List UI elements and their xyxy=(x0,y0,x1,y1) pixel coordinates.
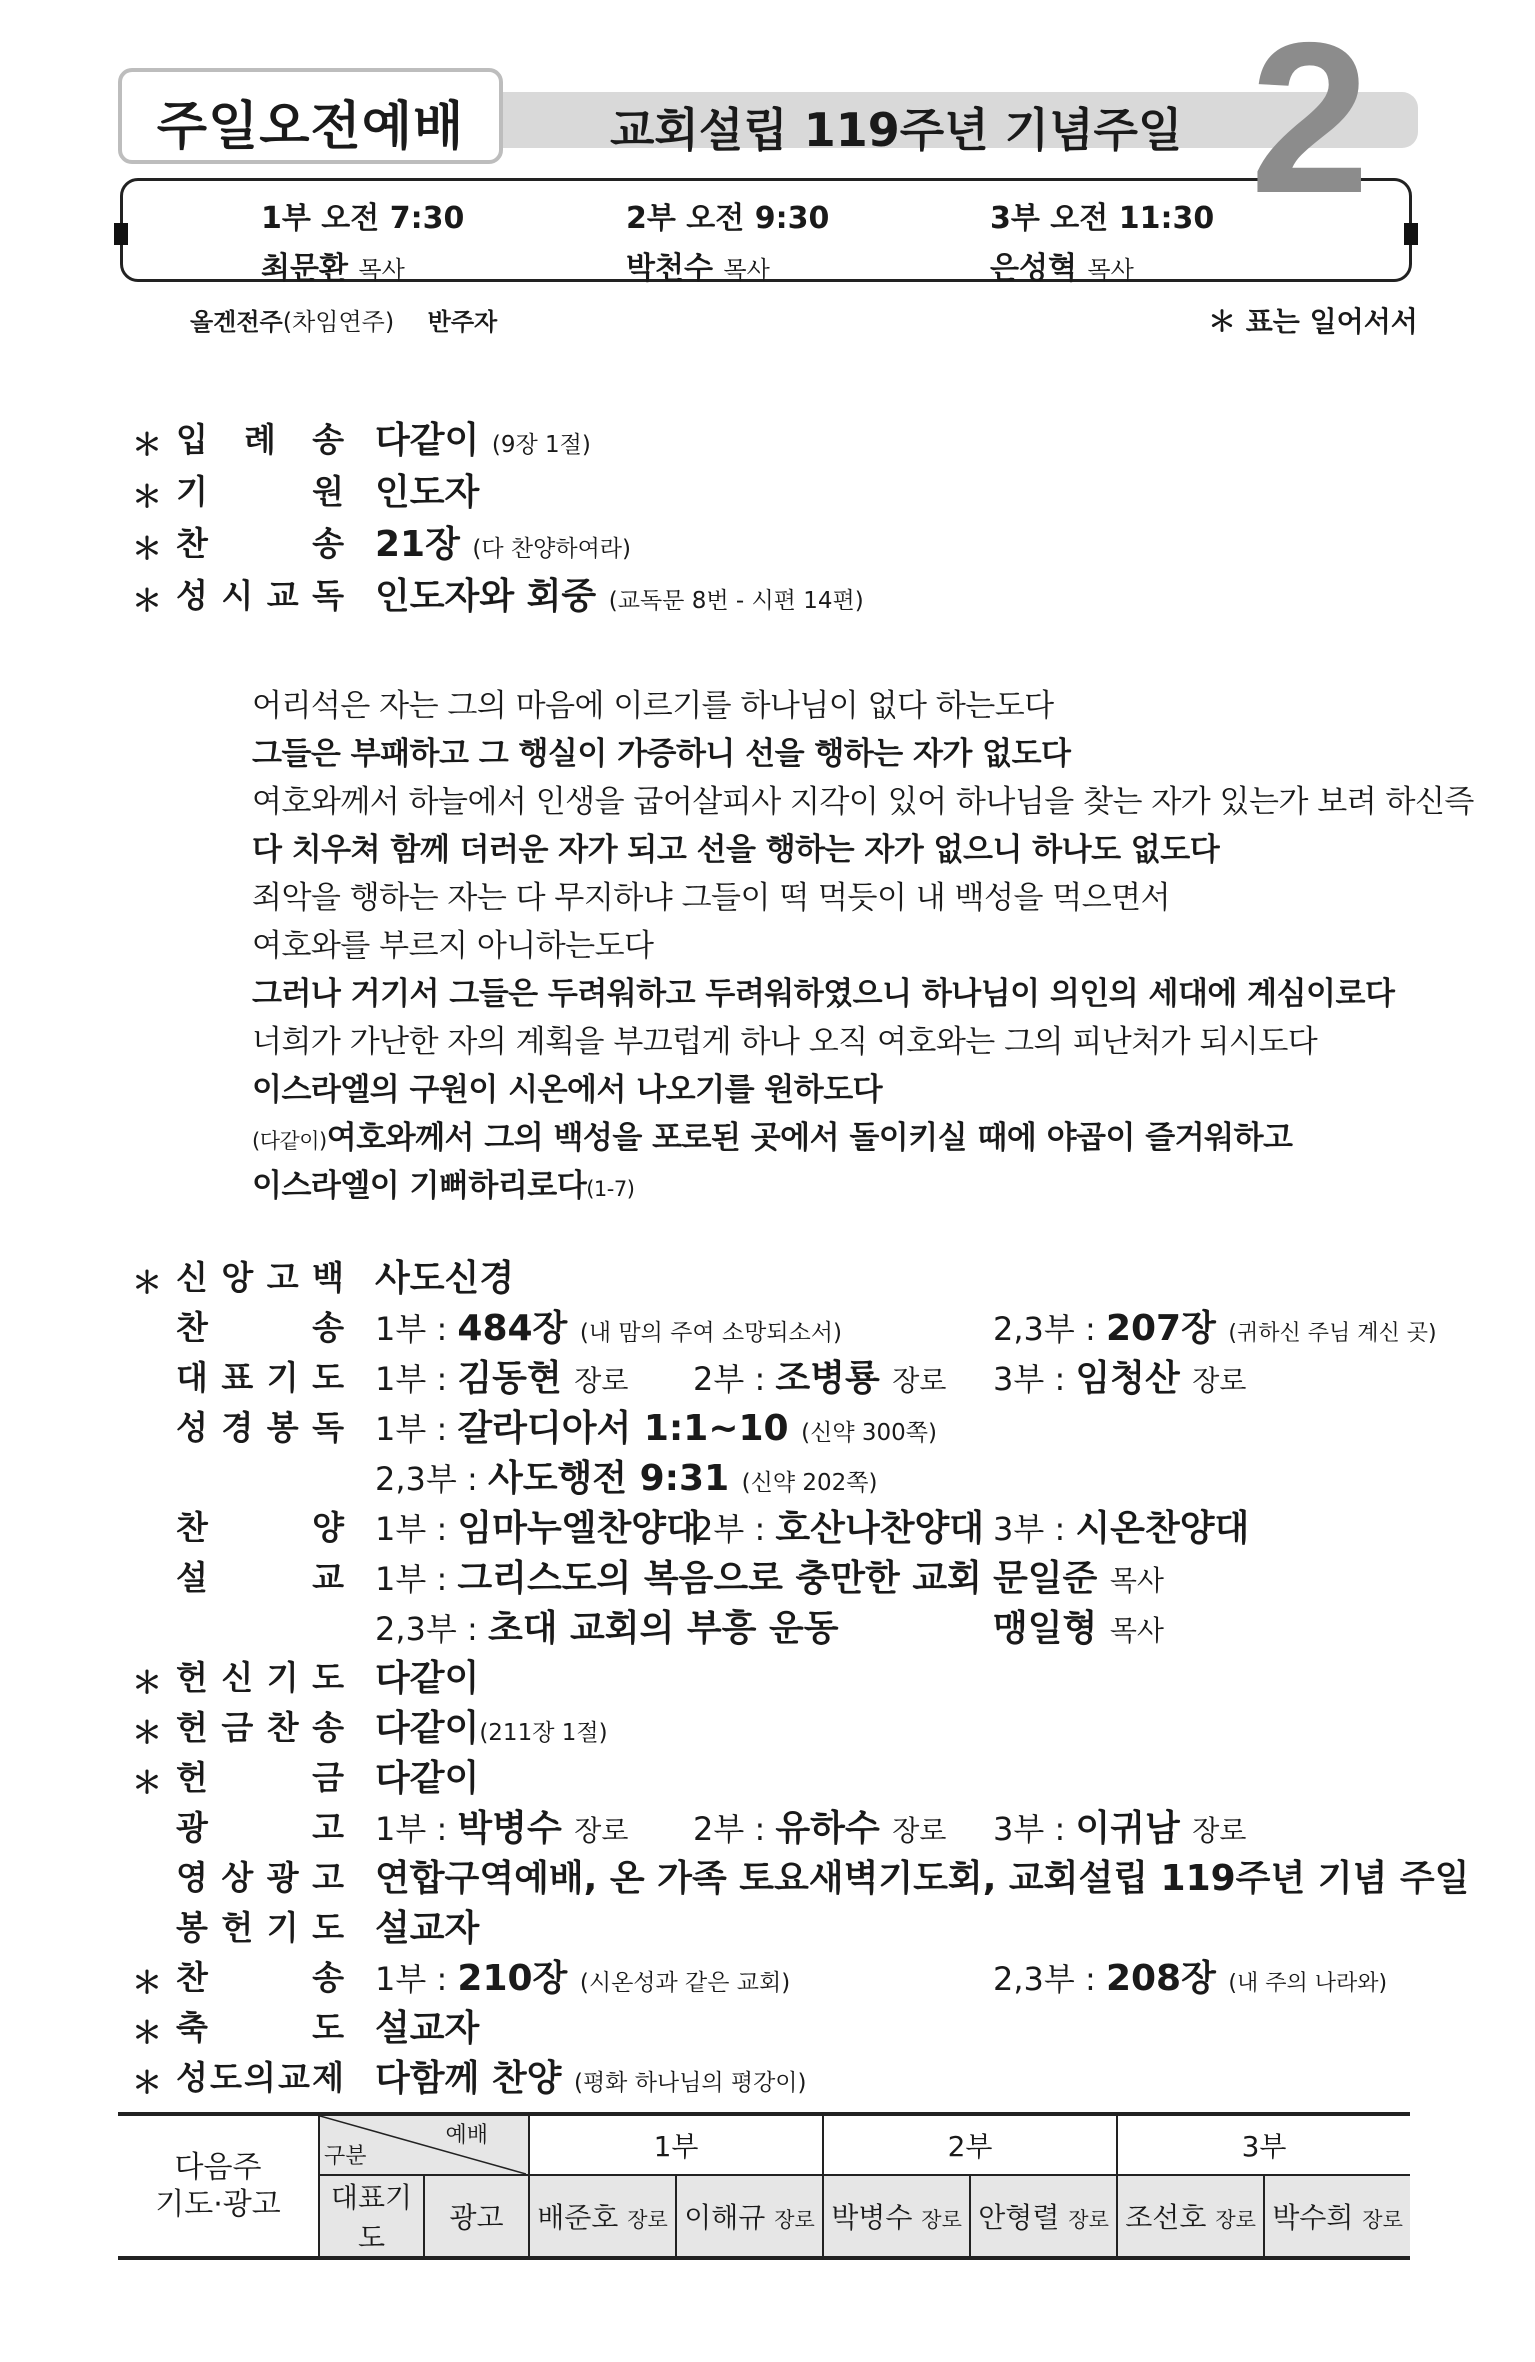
organ-accompanist xyxy=(190,302,497,337)
order-label: 봉 헌 기 도 xyxy=(176,1908,344,1947)
order-value: 사도신경 xyxy=(375,1258,515,1299)
psalm-together-line: 이스라엘이 기뻐하리로다(1-7) xyxy=(252,1168,635,1204)
star-mark: ＊ xyxy=(132,2066,162,2101)
table-corner-cell xyxy=(319,2114,529,2175)
page-number: 2 xyxy=(1250,0,1370,238)
order-value: 다같이 (9장 1절) xyxy=(375,420,591,461)
table-cell: 안형렬 장로 xyxy=(970,2175,1117,2258)
psalm-line: 그들은 부패하고 그 행실이 가증하니 선을 행하는 자가 없도다 xyxy=(252,736,1071,772)
order-row-responsive-reading xyxy=(0,568,1535,618)
scripture-service-1: 1부 : 갈라디아서 1:1~10 (신약 300쪽) xyxy=(375,1408,937,1449)
order-value: 설교자 xyxy=(375,1908,480,1949)
order-label: 헌 신 기 도 xyxy=(176,1658,344,1697)
box-marker-left xyxy=(114,223,128,245)
order-row-scripture-2 xyxy=(0,1450,1535,1500)
order-row-sermon xyxy=(0,1550,1535,1600)
order-row-offertory-prayer xyxy=(0,1900,1535,1950)
table-cell: 박병수 장로 xyxy=(823,2175,970,2258)
table-cell: 배준호 장로 xyxy=(529,2175,676,2258)
scripture-services-2-3: 2,3부 : 사도행전 9:31 (신약 202쪽) xyxy=(375,1458,878,1499)
psalm-line: 너희가 가난한 자의 계획을 부끄럽게 하나 오직 여호와는 그의 피난처가 되시도다 xyxy=(252,1024,1318,1060)
order-row-sermon-2 xyxy=(0,1600,1535,1650)
sermon-preacher-2: 맹일형 목사 xyxy=(993,1608,1164,1649)
service-1-time: 1부 오전 7:30 xyxy=(261,201,465,236)
service-2-role: 목사 xyxy=(723,256,770,284)
star-mark: ＊ xyxy=(132,428,162,463)
order-label: 설 교 xyxy=(176,1558,344,1597)
psalm-line: 이스라엘의 구원이 시온에서 나오기를 원하도다 xyxy=(252,1072,883,1108)
star-mark: ＊ xyxy=(132,480,162,515)
order-value: 다같이 xyxy=(375,1658,480,1699)
service-1-role: 목사 xyxy=(358,256,405,284)
service-2-time: 2부 오전 9:30 xyxy=(626,201,830,236)
star-mark: ＊ xyxy=(132,1716,162,1751)
order-row-offering-hymn xyxy=(0,1700,1535,1750)
standing-note: ＊ 표는 일어서서 xyxy=(1208,305,1418,338)
order-value: 설교자 xyxy=(375,2008,480,2049)
corner-label-category: 구분 xyxy=(324,2144,367,2169)
hymn-1-first-service: 1부 : 484장 (내 맘의 주여 소망되소서) xyxy=(375,1308,842,1349)
service-2 xyxy=(626,193,829,287)
order-label: 성 시 교 독 xyxy=(176,576,344,615)
theme-title: 교회설립 119주년 기념주일 xyxy=(610,103,1183,157)
psalm-together-line: (다같이)여호와께서 그의 백성을 포로된 곳에서 돌이키실 때에 야곱이 즐거워하고 xyxy=(252,1120,1293,1156)
order-label: 축 도 xyxy=(176,2008,344,2047)
row-label-prayer: 대표기도 xyxy=(319,2175,424,2258)
psalm-line: 죄악을 행하는 자는 다 무지하냐 그들이 떡 먹듯이 내 백성을 먹으면서 xyxy=(252,880,1171,916)
order-row-dedication xyxy=(0,1650,1535,1700)
table-cell: 박수희 장로 xyxy=(1264,2175,1410,2258)
order-label: 찬 송 xyxy=(176,524,344,563)
star-mark: ＊ xyxy=(132,1266,162,1301)
order-value: 21장 (다 찬양하여라) xyxy=(375,524,631,565)
sermon-preacher-1: 문일준 목사 xyxy=(993,1558,1164,1599)
organ-note: (차임연주) xyxy=(282,308,395,336)
announce-service-1: 1부 : 박병수 장로 xyxy=(375,1808,629,1849)
order-label: 기 원 xyxy=(176,472,344,511)
order-label: 헌 금 xyxy=(176,1758,344,1797)
order-label: 찬 송 xyxy=(176,1958,344,1997)
announce-service-2: 2부 : 유하수 장로 xyxy=(693,1808,947,1849)
order-row-creed xyxy=(0,1250,1535,1300)
hymn-2-first-service: 1부 : 210장 (시온성과 같은 교회) xyxy=(375,1958,791,1999)
table-cell: 이해규 장로 xyxy=(676,2175,823,2258)
order-label: 입 례 송 xyxy=(176,420,344,459)
order-label: 영 상 광 고 xyxy=(176,1858,344,1897)
star-mark: ＊ xyxy=(132,532,162,567)
service-3-pastor: 은성혁 xyxy=(990,251,1077,286)
star-mark: ＊ xyxy=(132,1666,162,1701)
order-row-hymn-2 xyxy=(0,1950,1535,2000)
order-label: 광 고 xyxy=(176,1808,344,1847)
col-header-3: 3부 xyxy=(1117,2114,1410,2175)
service-1 xyxy=(261,193,464,287)
order-label: 신 앙 고 백 xyxy=(176,1258,344,1297)
choir-service-1: 1부 : 임마누엘찬양대 xyxy=(375,1508,701,1549)
service-title: 주일오전예배 xyxy=(156,97,465,157)
star-mark: ＊ xyxy=(132,584,162,619)
star-mark: ＊ xyxy=(132,1966,162,2001)
order-row-scripture xyxy=(0,1400,1535,1450)
order-row-fellowship xyxy=(0,2050,1535,2100)
order-label: 찬 송 xyxy=(176,1308,344,1347)
order-label: 성 경 봉 독 xyxy=(176,1408,344,1447)
announce-service-3: 3부 : 이귀남 장로 xyxy=(993,1808,1247,1849)
order-row-invocation xyxy=(0,464,1535,514)
order-value: 인도자 xyxy=(375,472,480,513)
star-mark: ＊ xyxy=(132,2016,162,2051)
choir-service-2: 2부 : 호산나찬양대 xyxy=(693,1508,985,1549)
service-3-time: 3부 오전 11:30 xyxy=(990,201,1215,236)
service-3 xyxy=(990,193,1214,287)
psalm-reading xyxy=(252,680,1474,1208)
table-cell: 조선호 장로 xyxy=(1117,2175,1264,2258)
row-label-announce: 광고 xyxy=(424,2175,529,2258)
next-week-title: 다음주 기도·광고 xyxy=(118,2114,319,2258)
order-row-offering xyxy=(0,1750,1535,1800)
next-week-table xyxy=(118,2112,1410,2260)
order-label: 대 표 기 도 xyxy=(176,1358,344,1397)
psalm-line: 다 치우쳐 함께 더러운 자가 되고 선을 행하는 자가 없으니 하나도 없도다 xyxy=(252,832,1220,868)
psalm-line: 여호와를 부르지 아니하는도다 xyxy=(252,928,654,964)
order-row-choir xyxy=(0,1500,1535,1550)
order-row-prayer xyxy=(0,1350,1535,1400)
order-row-announcements xyxy=(0,1800,1535,1850)
order-value: 다함께 찬양 (평화 하나님의 평강이) xyxy=(375,2058,807,2099)
service-title-box xyxy=(118,68,503,164)
star-mark: ＊ xyxy=(132,1766,162,1801)
service-1-pastor: 최문환 xyxy=(261,251,348,286)
prayer-service-3: 3부 : 임청산 장로 xyxy=(993,1358,1247,1399)
psalm-line: 어리석은 자는 그의 마음에 이르기를 하나님이 없다 하는도다 xyxy=(252,688,1054,724)
order-row-hymn-1 xyxy=(0,1300,1535,1350)
corner-label-service: 예배 xyxy=(445,2123,488,2148)
order-value: 연합구역예배, 온 가족 토요새벽기도회, 교회설립 119주년 기념 주일 xyxy=(375,1858,1470,1899)
col-header-1: 1부 xyxy=(529,2114,823,2175)
service-times-box xyxy=(120,178,1412,286)
accompanist-label: 반주자 xyxy=(427,308,498,336)
order-row-hymn xyxy=(0,516,1535,566)
hymn-1-later-services: 2,3부 : 207장 (귀하신 주님 계신 곳) xyxy=(993,1308,1437,1349)
psalm-line: 그러나 거기서 그들은 두려워하고 두려워하였으니 하나님이 의인의 세대에 계심이로다 xyxy=(252,976,1395,1012)
col-header-2: 2부 xyxy=(823,2114,1117,2175)
order-value: 다같이 xyxy=(375,1758,480,1799)
order-label: 헌 금 찬 송 xyxy=(176,1708,344,1747)
organ-label: 올겐전주 xyxy=(190,308,283,336)
choir-service-3: 3부 : 시온찬양대 xyxy=(993,1508,1250,1549)
service-2-pastor: 박천수 xyxy=(626,251,713,286)
psalm-line: 여호와께서 하늘에서 인생을 굽어살피사 지각이 있어 하나님을 찾는 자가 있는가 보려 하신즉 xyxy=(252,784,1474,820)
order-row-processional xyxy=(0,412,1535,462)
order-row-video-announcements xyxy=(0,1850,1535,1900)
prayer-service-1: 1부 : 김동현 장로 xyxy=(375,1358,629,1399)
prayer-service-2: 2부 : 조병룡 장로 xyxy=(693,1358,947,1399)
order-label: 찬 양 xyxy=(176,1508,344,1547)
hymn-2-later-services: 2,3부 : 208장 (내 주의 나라와) xyxy=(993,1958,1388,1999)
sermon-services-2-3: 2,3부 : 초대 교회의 부흥 운동 xyxy=(375,1608,839,1649)
box-marker-right xyxy=(1404,223,1418,245)
order-row-benediction xyxy=(0,2000,1535,2050)
order-value: 인도자와 회중 (교독문 8번 - 시편 14편) xyxy=(375,576,864,617)
service-3-role: 목사 xyxy=(1087,256,1134,284)
order-value: 다같이(211장 1절) xyxy=(375,1708,608,1749)
sermon-service-1: 1부 : 그리스도의 복음으로 충만한 교회 xyxy=(375,1558,982,1599)
order-label: 성 도 의 교 제 xyxy=(176,2058,344,2097)
